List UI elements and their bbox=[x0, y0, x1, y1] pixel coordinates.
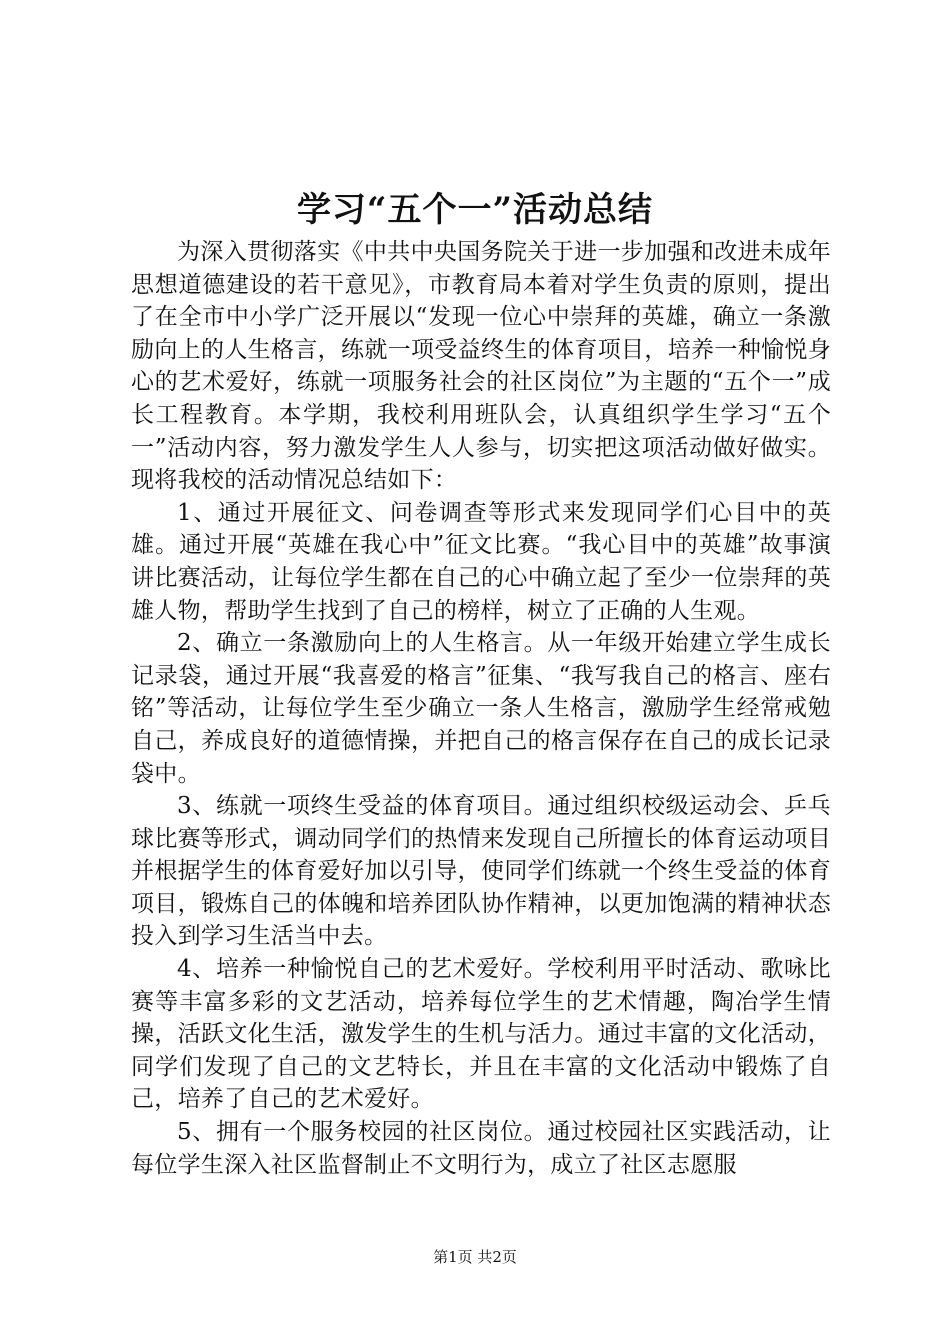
item-paragraph-2: 2、确立一条激励向上的人生格言。从一年级开始建立学生成长记录袋，通过开展“我喜爱的格言”征集、“我写我自己的格言、座右铭”等活动，让每位学生至少确立一条人生格言，激励学生经常戒勉自己，养成良好的道德情操，并把自己的格言保存在自己的成长记录袋中。 bbox=[131, 630, 831, 787]
item-paragraph-5: 5、拥有一个服务校园的社区岗位。通过校园社区实践活动，让每位学生深入社区监督制止不文明行为，成立了社区志愿服 bbox=[131, 1119, 831, 1178]
item-paragraph-4: 4、培养一种愉悦自己的艺术爱好。学校利用平时活动、歌咏比赛等丰富多彩的文艺活动，培养每位学生的艺术情趣，陶冶学生情操，活跃文化生活，激发学生的生机与活力。通过丰富的文化活动，同学们发现了自己的文艺特长，并且在丰富的文化活动中锻炼了自己，培养了自己的艺术爱好。 bbox=[131, 956, 831, 1113]
document-title: 学习“五个一”活动总结 bbox=[296, 190, 654, 230]
page-footer: 第1页 共2页 bbox=[433, 1248, 517, 1266]
item-paragraph-1: 1、通过开展征文、问卷调查等形式来发现同学们心目中的英雄。通过开展“英雄在我心中”征文比赛。“我心目中的英雄”故事演讲比赛活动，让每位学生都在自己的心中确立起了至少一位崇拜的英雄人物，帮助学生找到了自己的榜样，树立了正确的人生观。 bbox=[131, 499, 831, 624]
document-body bbox=[131, 236, 831, 1181]
item-paragraph-3: 3、练就一项终生受益的体育项目。通过组织校级运动会、乒乓球比赛等形式，调动同学们的热情来发现自己所擅长的体育运动项目并根据学生的体育爱好加以引导，使同学们练就一个终生受益的体育项目，锻炼自己的体魄和培养团队协作精神，以更加饱满的精神状态投入到学习生活当中去。 bbox=[131, 793, 831, 950]
intro-paragraph: 为深入贯彻落实《中共中央国务院关于进一步加强和改进未成年思想道德建设的若干意见》，市教育局本着对学生负责的原则，提出了在全市中小学广泛开展以“发现一位心中崇拜的英雄，确立一条激励向上的人生格言，练就一项受益终生的体育项目，培养一种愉悦身心的艺术爱好，练就一项服务社会的社区岗位”为主题的“五个一”成长工程教育。本学期，我校利用班队会，认真组织学生学习“五个一”活动内容，努力激发学生人人参与，切实把这项活动做好做实。现将我校的活动情况总结如下： bbox=[131, 239, 831, 494]
